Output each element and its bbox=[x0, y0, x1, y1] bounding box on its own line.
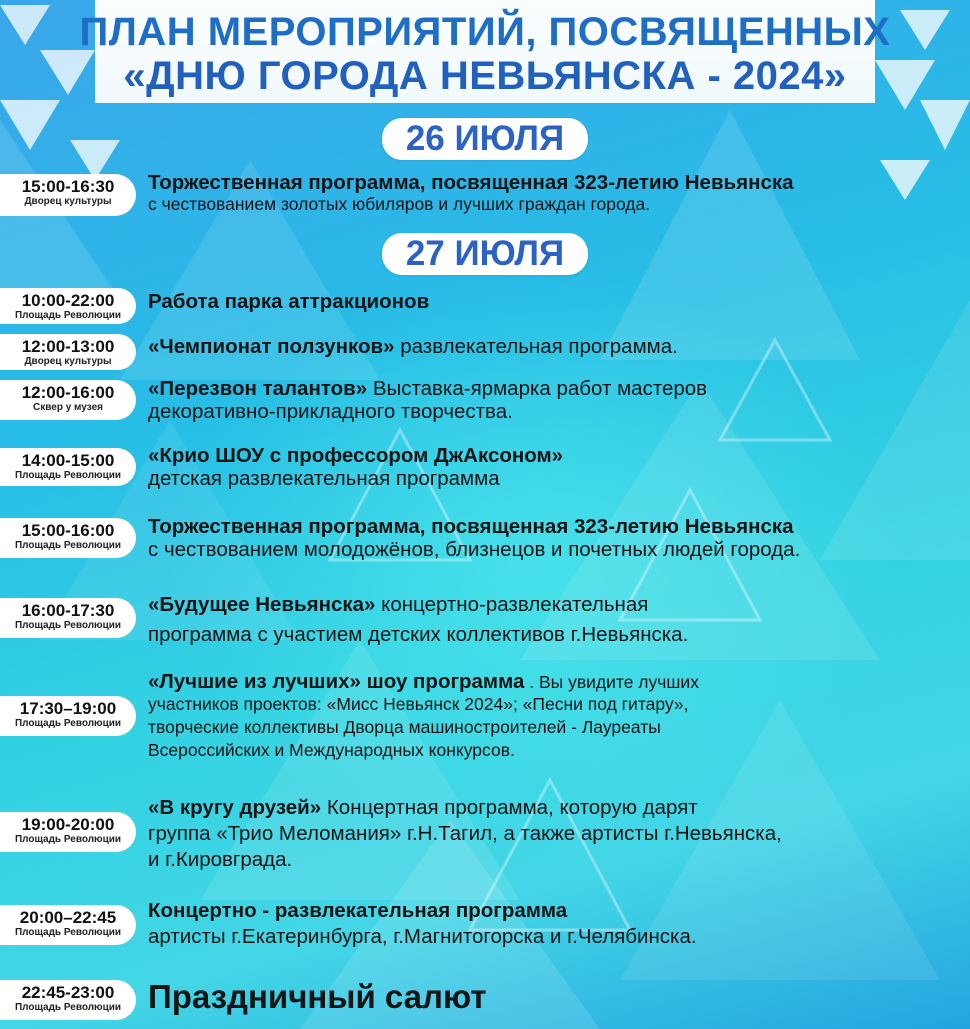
event-time: 17:30–19:00 bbox=[19, 699, 117, 718]
event-venue: Сквер у музея bbox=[33, 402, 103, 413]
date-heading-27-july: 27 ИЮЛЯ bbox=[382, 233, 588, 275]
event-detail: декоративно-прикладного творчества. bbox=[148, 400, 513, 423]
event-entry bbox=[148, 898, 964, 950]
event-detail: программа с участием детских коллективов г.Невьянска. bbox=[148, 623, 689, 646]
event-title-tail: . Вы увидите лучших bbox=[524, 672, 699, 692]
event-title: «В кругу друзей» bbox=[148, 796, 322, 819]
event-time: 12:00-13:00 bbox=[21, 337, 115, 356]
time-badge bbox=[0, 334, 136, 370]
event-title: «Лучшие из лучших» шоу программа bbox=[148, 670, 525, 693]
event-venue: Площадь Революции bbox=[14, 1002, 122, 1013]
date-heading-26-july: 26 ИЮЛЯ bbox=[382, 118, 588, 160]
event-time: 20:00–22:45 bbox=[19, 908, 117, 927]
event-detail: с чествованием молодожёнов, близнецов и почетных людей города. bbox=[148, 538, 801, 561]
event-venue: Площадь Революции bbox=[14, 620, 122, 631]
event-title-tail: Концертная программа, которую дарят bbox=[321, 796, 698, 819]
time-badge bbox=[0, 518, 136, 558]
event-title: Работа парка аттракционов bbox=[148, 290, 430, 313]
time-badge bbox=[0, 812, 136, 852]
event-detail: творческие коллективы Дворца машиностроителей - Лауреаты bbox=[148, 717, 661, 737]
time-badge bbox=[0, 380, 136, 420]
event-title-tail: концертно-развлекательная bbox=[375, 593, 649, 616]
event-time: 12:00-16:00 bbox=[21, 383, 115, 402]
event-title-highlight: Праздничный салют bbox=[148, 978, 487, 1015]
event-venue: Дворец культуры bbox=[24, 196, 112, 207]
event-entry bbox=[148, 377, 964, 423]
event-venue: Площадь Революции bbox=[14, 718, 122, 729]
event-entry bbox=[148, 171, 964, 214]
time-badge bbox=[0, 598, 136, 638]
event-venue: Площадь Революции bbox=[14, 540, 122, 551]
event-detail: группа «Трио Меломания» г.Н.Тагил, а также артисты г.Невьянска, bbox=[148, 822, 782, 845]
event-title-tail: развлекательная программа. bbox=[394, 335, 678, 358]
event-time: 19:00-20:00 bbox=[21, 815, 115, 834]
time-badge bbox=[0, 980, 136, 1020]
corner-triangle bbox=[920, 100, 970, 150]
event-detail: и г.Кировграда. bbox=[148, 848, 293, 871]
time-badge bbox=[0, 288, 136, 324]
event-detail: артисты г.Екатеринбурга, г.Магнитогорска и г.Челябинска. bbox=[148, 925, 697, 948]
event-detail: с чествованием золотых юбиляров и лучших граждан города. bbox=[148, 194, 651, 214]
event-entry bbox=[148, 978, 964, 1016]
event-entry bbox=[148, 515, 964, 561]
event-title: Концертно - развлекательная программа bbox=[148, 899, 568, 922]
event-venue: Площадь Революции bbox=[14, 470, 122, 481]
event-entry bbox=[148, 590, 964, 650]
event-venue: Дворец культуры bbox=[24, 356, 112, 367]
event-venue: Площадь Революции bbox=[14, 310, 122, 321]
event-detail: детская развлекательная программа bbox=[148, 467, 500, 490]
time-badge bbox=[0, 905, 136, 945]
event-detail: участников проектов: «Мисс Невьянск 2024»; «Песни под гитару», bbox=[148, 694, 689, 714]
time-badge bbox=[0, 174, 136, 216]
event-title: «Крио ШОУ с профессором ДжАксоном» bbox=[148, 444, 564, 467]
event-entry bbox=[148, 670, 964, 762]
event-title-tail: Выставка-ярмарка работ мастеров bbox=[367, 377, 708, 400]
event-title: «Чемпионат ползунков» bbox=[148, 335, 395, 358]
event-title: Торжественная программа, посвященная 323-летию Невьянска bbox=[148, 171, 794, 194]
event-time: 10:00-22:00 bbox=[21, 291, 115, 310]
event-venue: Площадь Революции bbox=[14, 834, 122, 845]
time-badge bbox=[0, 448, 136, 486]
bg-triangle bbox=[600, 110, 860, 360]
event-time: 15:00-16:30 bbox=[21, 177, 115, 196]
event-entry bbox=[148, 335, 964, 358]
event-detail: Всероссийских и Международных конкурсов. bbox=[148, 740, 515, 760]
event-title: «Перезвон талантов» bbox=[148, 377, 368, 400]
event-time: 22:45-23:00 bbox=[21, 983, 115, 1002]
event-time: 15:00-16:00 bbox=[21, 521, 115, 540]
event-time: 16:00-17:30 bbox=[21, 601, 115, 620]
event-title: Торжественная программа, посвященная 323-летию Невьянска bbox=[148, 515, 794, 538]
page-title-line-2: «ДНЮ ГОРОДА НЕВЬЯНСКА - 2024» bbox=[123, 54, 847, 98]
event-venue: Площадь Революции bbox=[14, 927, 122, 938]
time-badge bbox=[0, 696, 136, 736]
event-entry bbox=[148, 795, 964, 873]
event-entry bbox=[148, 444, 964, 490]
event-title: «Будущее Невьянска» bbox=[148, 593, 376, 616]
event-entry bbox=[148, 290, 964, 313]
event-time: 14:00-15:00 bbox=[21, 451, 115, 470]
page-title-line-1: ПЛАН МЕРОПРИЯТИЙ, ПОСВЯЩЕННЫХ bbox=[79, 10, 891, 54]
